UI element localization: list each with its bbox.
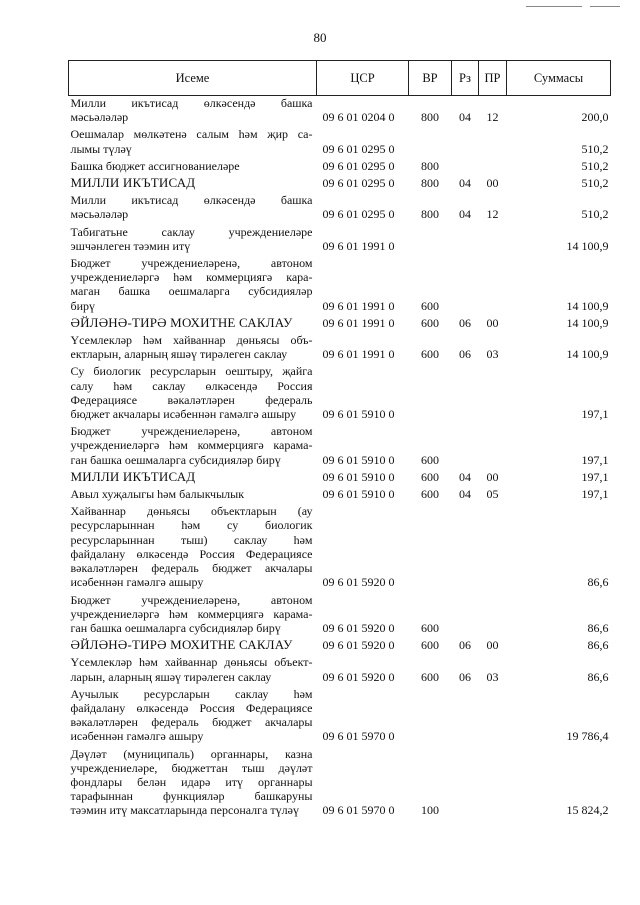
row-sum: 15 824,2 <box>566 803 609 818</box>
row-pr <box>479 156 507 173</box>
header-rz: Рз <box>452 61 479 96</box>
row-rz: 04 <box>459 469 471 484</box>
table-body <box>69 96 611 818</box>
row-name <box>69 156 317 173</box>
row-rz <box>452 684 479 744</box>
row-name <box>69 222 317 253</box>
row-name-line: ӘЙЛӘНӘ-ТИРӘ МОХИТНЕ САКЛАУ <box>70 314 293 330</box>
row-csr: 09 6 01 1991 0 <box>322 238 395 253</box>
row-pr <box>479 361 507 421</box>
table-header-row <box>69 61 611 96</box>
row-csr: 09 6 01 5910 0 <box>322 407 395 422</box>
row-pr: 03 <box>486 347 499 362</box>
row-pr: 12 <box>486 110 499 125</box>
row-rz: 06 <box>459 669 471 684</box>
table-row <box>69 421 611 467</box>
row-name-line: тәэмин итү максатларында персоналга түләү <box>70 803 299 818</box>
row-vr: 800 <box>421 207 439 222</box>
row-pr: 00 <box>486 638 499 653</box>
table-row <box>69 124 611 155</box>
row-pr: 00 <box>486 469 499 484</box>
row-name <box>69 744 317 818</box>
row-csr: 09 6 01 0295 0 <box>322 207 395 222</box>
row-pr <box>479 744 507 818</box>
row-rz <box>452 156 479 173</box>
row-name-line: Аучылык ресурсларын саклау һәм <box>70 686 313 701</box>
row-name-line: лымы түләү <box>70 141 132 156</box>
row-csr: 09 6 01 5920 0 <box>322 638 395 653</box>
row-rz <box>452 124 479 155</box>
row-rz <box>452 421 479 467</box>
row-pr: 12 <box>486 207 499 222</box>
row-name-line: ӘЙЛӘНӘ-ТИРӘ МОХИТНЕ САКЛАУ <box>70 637 293 653</box>
row-name-line: Үсемлекләр һәм хайваннар дөньясы объект- <box>70 655 313 670</box>
row-vr: 800 <box>421 110 439 125</box>
table-row <box>69 156 611 173</box>
row-pr: 00 <box>486 315 499 330</box>
table-row <box>69 590 611 636</box>
row-csr: 09 6 01 5970 0 <box>322 803 395 818</box>
row-vr <box>409 124 452 155</box>
row-name <box>69 421 317 467</box>
row-name-line: исәбеннән гамәлгә ашыру <box>70 729 204 744</box>
row-rz: 06 <box>459 347 471 362</box>
row-sum: 200,0 <box>581 110 609 125</box>
row-name <box>69 330 317 361</box>
page-number: 80 <box>313 30 327 45</box>
row-name-line: салу һәм саклау өлкәсендә Россия <box>70 378 313 393</box>
row-vr: 800 <box>421 176 439 191</box>
row-name <box>69 484 317 501</box>
row-rz <box>452 361 479 421</box>
row-name-line: ган башка оешмаларга субсидияләр бирү <box>70 452 281 467</box>
row-pr: 05 <box>486 487 499 502</box>
row-name-line: вәкаләтләрен федераль бюджет акчалары <box>70 561 313 576</box>
row-name-line: МИЛЛИ ИКЪТИСАД <box>70 175 196 191</box>
row-name-line: учреждениеләргә һәм коммерциягә кара- <box>70 270 313 285</box>
table-row <box>69 501 611 589</box>
row-sum: 14 100,9 <box>566 298 609 313</box>
table-row <box>69 652 611 683</box>
table-row <box>69 222 611 253</box>
row-vr: 600 <box>421 638 439 653</box>
row-sum: 86,6 <box>587 575 609 590</box>
row-rz <box>452 501 479 589</box>
row-name-line: Милли икътисад өлкәсендә башка <box>70 96 313 110</box>
row-sum: 14 100,9 <box>566 315 609 330</box>
row-rz: 04 <box>459 487 471 502</box>
row-name-line: бюджет акчалары исәбеннән гамәлгә ашыру <box>70 407 297 422</box>
table-row-section-heading <box>69 467 611 484</box>
row-name-line: учреждениеләргә һәм коммерциягә карама- <box>70 606 313 621</box>
row-rz: 06 <box>459 315 471 330</box>
row-csr: 09 6 01 5920 0 <box>322 620 395 635</box>
row-name <box>69 684 317 744</box>
row-vr: 600 <box>421 469 439 484</box>
row-name <box>69 173 317 190</box>
row-csr: 09 6 01 5910 0 <box>322 452 395 467</box>
row-csr: 09 6 01 5910 0 <box>322 487 395 502</box>
row-name <box>69 313 317 330</box>
row-name-line: файдалану өлкәсендә Россия Федерациясе <box>70 546 313 561</box>
row-pr <box>479 222 507 253</box>
row-vr: 600 <box>421 347 439 362</box>
row-csr: 09 6 01 1991 0 <box>322 315 395 330</box>
row-rz: 04 <box>459 110 471 125</box>
row-pr <box>479 501 507 589</box>
row-name <box>69 253 317 313</box>
row-name-line: вәкаләтләрен федераль бюджет акчалары <box>70 715 313 730</box>
table-row-section-heading <box>69 635 611 652</box>
row-rz <box>452 253 479 313</box>
table-row-section-heading <box>69 313 611 330</box>
row-name-line: исәбеннән гамәлгә ашыру <box>70 575 204 590</box>
row-csr: 09 6 01 0204 0 <box>322 110 395 125</box>
row-sum: 510,2 <box>581 207 609 222</box>
row-name-line: Оешмалар мөлкәтенә салым һәм җир са- <box>70 127 313 142</box>
row-name-line: учреждениеләре, бюджеттан тыш дәүләт <box>70 760 313 775</box>
row-sum: 510,2 <box>581 158 609 173</box>
row-sum: 19 786,4 <box>566 729 609 744</box>
row-name-line: Милли икътисад өлкәсендә башка <box>70 193 313 208</box>
row-name-line: тарафыннан функцияләр башкаруны <box>70 789 313 804</box>
row-name-line: Су биологик ресурсларын оештыру, җайга <box>70 364 313 379</box>
row-sum: 197,1 <box>581 487 609 502</box>
row-name-line: Бюджет учреждениеләренә, автоном <box>70 256 313 271</box>
row-sum: 197,1 <box>581 407 609 422</box>
row-name-line: Башка бюджет ассигнованиеләре <box>70 158 240 173</box>
row-sum: 197,1 <box>581 469 609 484</box>
row-pr <box>479 421 507 467</box>
row-name <box>69 635 317 652</box>
row-csr: 09 6 01 1991 0 <box>322 347 395 362</box>
table-row <box>69 744 611 818</box>
row-name-line: фондлары белән идарә итү органнары <box>70 774 313 789</box>
row-name <box>69 501 317 589</box>
row-vr <box>409 222 452 253</box>
row-csr: 09 6 01 5920 0 <box>322 669 395 684</box>
row-csr: 09 6 01 5910 0 <box>322 469 395 484</box>
table-row <box>69 484 611 501</box>
row-sum: 197,1 <box>581 452 609 467</box>
row-csr: 09 6 01 0295 0 <box>322 158 395 173</box>
row-sum: 14 100,9 <box>566 238 609 253</box>
row-name-line: ган башка оешмаларга субсидияләр бирү <box>70 620 281 635</box>
row-vr: 100 <box>421 803 439 818</box>
row-vr: 600 <box>421 669 439 684</box>
row-rz <box>452 590 479 636</box>
row-name <box>69 190 317 221</box>
row-name-line: Дәүләт (муниципаль) органнары, казна <box>70 746 313 761</box>
row-name-line: Федерациясе вәкаләтләрен федераль <box>70 392 313 407</box>
row-name-line: ресурсларыннан тыш) саклау һәм <box>70 532 313 547</box>
row-vr: 800 <box>421 158 439 173</box>
row-name-line: Авыл хуҗалыгы һәм балыкчылык <box>70 487 245 502</box>
table-row <box>69 361 611 421</box>
row-vr: 600 <box>421 452 439 467</box>
header-pr: ПР <box>479 61 507 96</box>
row-pr <box>479 590 507 636</box>
row-name-line: Хайваннар дөньясы объектларын (ау <box>70 504 313 519</box>
row-sum: 86,6 <box>587 669 609 684</box>
row-rz: 06 <box>459 638 471 653</box>
row-name <box>69 590 317 636</box>
row-sum: 86,6 <box>587 638 609 653</box>
table-row <box>69 190 611 221</box>
row-name <box>69 361 317 421</box>
row-vr: 600 <box>421 620 439 635</box>
row-sum: 510,2 <box>581 141 609 156</box>
row-name-line: ресурсларыннан һәм су биологик <box>70 518 313 533</box>
row-name <box>69 652 317 683</box>
table-row <box>69 253 611 313</box>
row-vr: 600 <box>421 487 439 502</box>
row-csr: 09 6 01 0295 0 <box>322 176 395 191</box>
top-edge-mark <box>526 6 582 7</box>
row-sum: 86,6 <box>587 620 609 635</box>
table-row-section-heading <box>69 173 611 190</box>
row-name <box>69 96 317 125</box>
row-csr: 09 6 01 5970 0 <box>322 729 395 744</box>
row-rz: 04 <box>459 207 471 222</box>
row-name-line: МИЛЛИ ИКЪТИСАД <box>70 468 196 484</box>
row-sum: 14 100,9 <box>566 347 609 362</box>
row-name-line: Бюджет учреждениеләренә, автоном <box>70 592 313 607</box>
row-pr: 00 <box>486 176 499 191</box>
row-name-line: ларын, аларның яшәү тирәлеген саклау <box>70 669 272 684</box>
row-rz: 04 <box>459 176 471 191</box>
row-pr <box>479 253 507 313</box>
header-vr: ВР <box>409 61 452 96</box>
budget-table <box>68 60 611 818</box>
row-csr: 09 6 01 5920 0 <box>322 575 395 590</box>
row-name-line: эшчәнлеген тәэмин итү <box>70 238 191 253</box>
row-vr: 600 <box>421 298 439 313</box>
row-csr: 09 6 01 0295 0 <box>322 141 395 156</box>
row-pr <box>479 124 507 155</box>
row-name-line: мәсьәләләр <box>70 110 129 125</box>
row-vr: 600 <box>421 315 439 330</box>
top-edge-mark <box>590 6 620 7</box>
row-sum: 510,2 <box>581 176 609 191</box>
row-name-line: Табигатьне саклау учреждениеләре <box>70 224 313 239</box>
row-name-line: бирү <box>70 298 96 313</box>
row-vr <box>409 684 452 744</box>
row-name-line: файдалану өлкәсендә Россия Федерациясе <box>70 700 313 715</box>
row-name-line: Үсемлекләр һәм хайваннар дөньясы объ- <box>70 333 313 348</box>
row-name-line: мәсьәләләр <box>70 207 129 222</box>
row-name-line: маган башка оешмаларга субсидияләр <box>70 284 313 299</box>
row-name <box>69 467 317 484</box>
table-row <box>69 684 611 744</box>
header-csr: ЦСР <box>317 61 409 96</box>
table-row <box>69 96 611 125</box>
header-name: Исеме <box>69 61 317 96</box>
row-pr <box>479 684 507 744</box>
row-rz <box>452 222 479 253</box>
row-name-line: учреждениеләргә һәм коммерциягә карама- <box>70 438 313 453</box>
row-vr <box>409 501 452 589</box>
row-name-line: Бюджет учреждениеләренә, автоном <box>70 424 313 439</box>
table-row <box>69 330 611 361</box>
row-name-line: ектларын, аларның яшәү тирәлеген саклау <box>70 347 288 362</box>
row-pr: 03 <box>486 669 499 684</box>
row-vr <box>409 361 452 421</box>
row-csr: 09 6 01 1991 0 <box>322 298 395 313</box>
row-name <box>69 124 317 155</box>
header-sum: Суммасы <box>507 61 611 96</box>
row-rz <box>452 744 479 818</box>
